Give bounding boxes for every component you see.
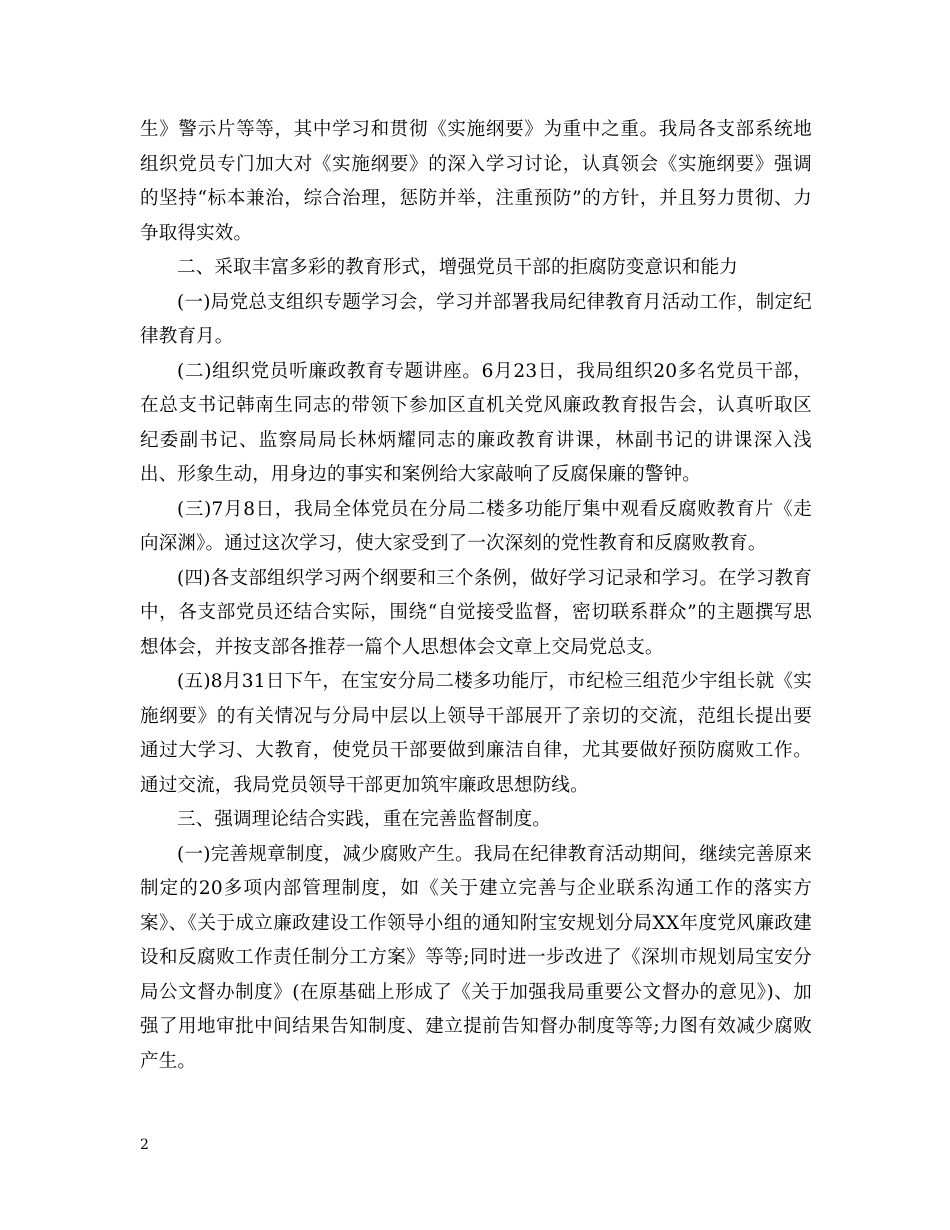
paragraph-2-4: (四)各支部组织学习两个纲要和三个条例，做好学习记录和学习。在学习教育中，各支部党员还结合实际，围绕“自觉接受监督，密切联系群众”的主题撰写思想体会，并按支部各推荐一篇个人思想体会文章上交局党总支。 (140, 567, 812, 658)
section-heading-2: 二、采取丰富多彩的教育形式，增强党员干部的拒腐防变意识和能力 (177, 257, 739, 278)
paragraph-2-5: (五)8月31日下午，在宝安分局二楼多功能厅，市纪检三组范少宇组长就《实施纲要》的有关情况与分局中层以上领导干部展开了亲切的交流，范组长提出要通过大学习、大教育，使党员干部要做到廉洁自律，尤其要做好预防腐败工作。通过交流，我局党员领导干部更加筑牢廉政思想防线。 (140, 671, 812, 796)
paragraph-3-1: (一)完善规章制度，减少腐败产生。我局在纪律教育活动期间，继续完善原来制定的20多项内部管理制度，如《关于建立完善与企业联系沟通工作的落实方案》、《关于成立廉政建设工作领导小组的通知附宝安规划分局XX年度党风廉政建设和反腐败工作责任制分工方案》等等;同时进一步改进了《深圳市规划局宝安分局公文督办制度》(在原基础上形成了《关于加强我局重要公文督办的意见》)、加强了用地审批中间结果告知制度、建立提前告知督办制度等等;力图有效减少腐败产生。 (140, 843, 812, 1072)
section-heading-3: 三、强调理论结合实践，重在完善监督制度。 (177, 809, 552, 830)
document-body (140, 113, 812, 1079)
paragraph-1: 生》警示片等等，其中学习和贯彻《实施纲要》为重中之重。我局各支部系统地组织党员专门加大对《实施纲要》的深入学习讨论，认真领会《实施纲要》强调的坚持“标本兼治，综合治理，惩防并举，注重预防”的方针，并且努力贯彻、力争取得实效。 (140, 119, 812, 244)
paragraph-2-2: (二)组织党员听廉政教育专题讲座。6月23日，我局组织20多名党员干部，在总支书记韩南生同志的带领下参加区直机关党风廉政教育报告会，认真听取区纪委副书记、监察局局长林炳耀同志的廉政教育讲课，林副书记的讲课深入浅出、形象生动，用身边的事实和案例给大家敲响了反腐保廉的警钟。 (140, 360, 812, 485)
paragraph-2-1: (一)局党总支组织专题学习会，学习并部署我局纪律教育月活动工作，制定纪律教育月。 (140, 291, 812, 347)
page-number: 2 (140, 1137, 149, 1153)
paragraph-2-3: (三)7月8日，我局全体党员在分局二楼多功能厅集中观看反腐败教育片《走向深渊》。通过这次学习，使大家受到了一次深刻的党性教育和反腐败教育。 (140, 498, 812, 554)
